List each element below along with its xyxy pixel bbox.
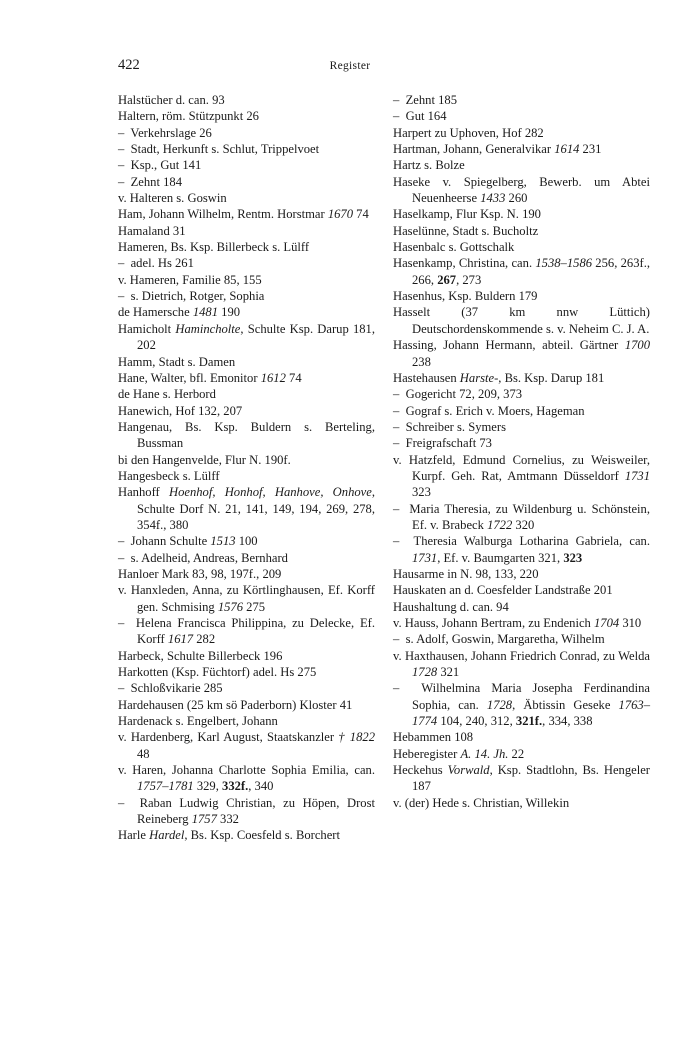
- register-entry: v. Hanxleden, Anna, zu Körtlinghausen, Ef. Korff gen. Schmising 1576 275: [118, 583, 375, 614]
- register-entry: – Theresia Walburga Lotharina Gabriela, can. 1731, Ef. v. Baumgarten 321, 323: [393, 534, 650, 565]
- register-entry: Haseke v. Spiegelberg, Bewerb. um Abtei Neuenheerse 1433 260: [393, 174, 650, 206]
- register-entry: – adel. Hs 261: [118, 256, 194, 271]
- register-entry: Hebammen 108: [393, 730, 474, 745]
- register-entry: Hauskaten an d. Coesfelder Landstraße 201: [393, 583, 613, 598]
- register-entry: Heberegister A. 14. Jh. 22: [393, 746, 525, 761]
- register-entry: v. Halteren s. Goswin: [118, 191, 227, 206]
- register-entry: – Gogericht 72, 209, 373: [393, 387, 523, 402]
- register-column-right: [393, 92, 650, 811]
- register-entry: Hangenau, Bs. Ksp. Buldern s. Berteling, Bussman: [118, 419, 375, 451]
- register-entry: – Gut 164: [393, 109, 447, 124]
- register-entry: Hasselt (37 km nnw Lüttich) Deutschordenskommende s. v. Neheim C. J. A.: [393, 305, 650, 336]
- register-entry: Haltern, röm. Stützpunkt 26: [118, 109, 259, 124]
- register-entry: bi den Hangenvelde, Flur N. 190f.: [118, 452, 291, 467]
- register-entry: v. Hardenberg, Karl August, Staatskanzler † 1822 48: [118, 730, 375, 761]
- register-entry: Haselkamp, Flur Ksp. N. 190: [393, 207, 541, 222]
- register-entry: Hanhoff Hoenhof, Honhof, Hanhove, Onhove, Schulte Dorf N. 21, 141, 149, 194, 269, 278, 354f., 380: [118, 485, 376, 532]
- register-entry: – s. Adelheid, Andreas, Bernhard: [118, 550, 288, 565]
- register-entry: Harle Hardel, Bs. Ksp. Coesfeld s. Borchert: [118, 828, 341, 843]
- register-entry: Ham, Johann Wilhelm, Rentm. Horstmar 1670 74: [118, 207, 369, 222]
- register-entry: v. Haxthausen, Johann Friedrich Conrad, zu Welda 1728 321: [393, 648, 650, 680]
- register-entry: v. Haren, Johanna Charlotte Sophia Emilia, can. 1757–1781 329, 332f., 340: [118, 763, 375, 794]
- register-entry: Harpert zu Uphoven, Hof 282: [393, 125, 544, 140]
- register-entry: Hassing, Johann Hermann, abteil. Gärtner 1700 238: [393, 338, 650, 369]
- register-entry: Hartman, Johann, Generalvikar 1614 231: [393, 142, 602, 157]
- register-entry: Hanloer Mark 83, 98, 197f., 209: [118, 566, 282, 581]
- register-entry: Hastehausen Harste-, Bs. Ksp. Darup 181: [393, 370, 605, 385]
- register-column-left: [118, 92, 375, 844]
- register-entry: Haushaltung d. can. 94: [393, 599, 509, 614]
- register-entry: – Wilhelmina Maria Josepha Ferdinandina Sophia, can. 1728, Äbtissin Geseke 1763–1774 104, 240, 312, 321f., 334, 338: [393, 681, 650, 729]
- register-entry: – Zehnt 185: [393, 93, 458, 107]
- register-entry: Harbeck, Schulte Billerbeck 196: [118, 648, 283, 663]
- register-entry: v. Hameren, Familie 85, 155: [118, 272, 262, 287]
- register-entry: Haselünne, Stadt s. Bucholtz: [393, 223, 539, 238]
- register-entry: Hausarme in N. 98, 133, 220: [393, 566, 539, 581]
- register-entry: – Maria Theresia, zu Wildenburg u. Schönstein, Ef. v. Brabeck 1722 320: [393, 501, 650, 532]
- register-entry: Hamicholt Hamincholte, Schulte Ksp. Darup 181, 202: [118, 321, 375, 353]
- register-entry: Heckehus Vorwald, Ksp. Stadtlohn, Bs. Hengeler 187: [393, 763, 650, 794]
- register-entry: – Gograf s. Erich v. Moers, Hageman: [393, 403, 585, 418]
- register-entry: Hane, Walter, bfl. Emonitor 1612 74: [118, 370, 302, 385]
- register-entry: Hardenack s. Engelbert, Johann: [118, 714, 278, 729]
- register-entry: Hartz s. Bolze: [393, 158, 465, 173]
- register-entry: de Hamersche 1481 190: [118, 305, 241, 320]
- register-entry: – s. Adolf, Goswin, Margaretha, Wilhelm: [393, 632, 605, 647]
- register-entry: – Verkehrslage 26: [118, 125, 212, 140]
- register-entry: Hangesbeck s. Lülff: [118, 468, 220, 483]
- register-entry: Hamm, Stadt s. Damen: [118, 354, 236, 369]
- register-entry: – Schreiber s. Symers: [393, 419, 506, 434]
- register-entry: – Zehnt 184: [118, 174, 183, 189]
- register-entry: Hasenhus, Ksp. Buldern 179: [393, 289, 538, 304]
- register-entry: Hasenbalc s. Gottschalk: [393, 240, 515, 255]
- register-entry: Harkotten (Ksp. Füchtorf) adel. Hs 275: [118, 665, 317, 680]
- register-entry: v. (der) Hede s. Christian, Willekin: [393, 795, 570, 810]
- register-entry: Hameren, Bs. Ksp. Billerbeck s. Lülff: [118, 240, 310, 255]
- register-entry: Hardehausen (25 km sö Paderborn) Kloster 41: [118, 697, 353, 712]
- register-entry: de Hane s. Herbord: [118, 387, 216, 402]
- register-entry: – Helena Francisca Philippina, zu Delecke, Ef. Korff 1617 282: [118, 616, 375, 647]
- register-entry: – Schloßvikarie 285: [118, 681, 223, 696]
- register-entry: – Stadt, Herkunft s. Schlut, Trippelvoet: [118, 142, 320, 157]
- register-entry: Hamaland 31: [118, 223, 186, 238]
- register-entry: v. Hauss, Johann Bertram, zu Endenich 1704 310: [393, 616, 642, 630]
- register-entry: – Freigrafschaft 73: [393, 436, 492, 451]
- register-entry: v. Hatzfeld, Edmund Cornelius, zu Weisweiler, Kurpf. Geh. Rat, Amtmann Düsseldorf 1731 323: [393, 452, 650, 500]
- register-entry: – Johann Schulte 1513 100: [118, 534, 258, 549]
- register-entry: Hanewich, Hof 132, 207: [118, 403, 243, 418]
- register-entry: – Raban Ludwig Christian, zu Höpen, Drost Reineberg 1757 332: [118, 795, 375, 827]
- register-entry: – Ksp., Gut 141: [118, 158, 202, 173]
- page-number: 422: [118, 57, 140, 73]
- register-entry: – s. Dietrich, Rotger, Sophia: [118, 289, 265, 304]
- running-head: Register: [329, 60, 371, 72]
- register-entry: Halstücher d. can. 93: [118, 93, 225, 107]
- register-entry: Hasenkamp, Christina, can. 1538–1586 256, 263f., 266, 267, 273: [393, 256, 650, 287]
